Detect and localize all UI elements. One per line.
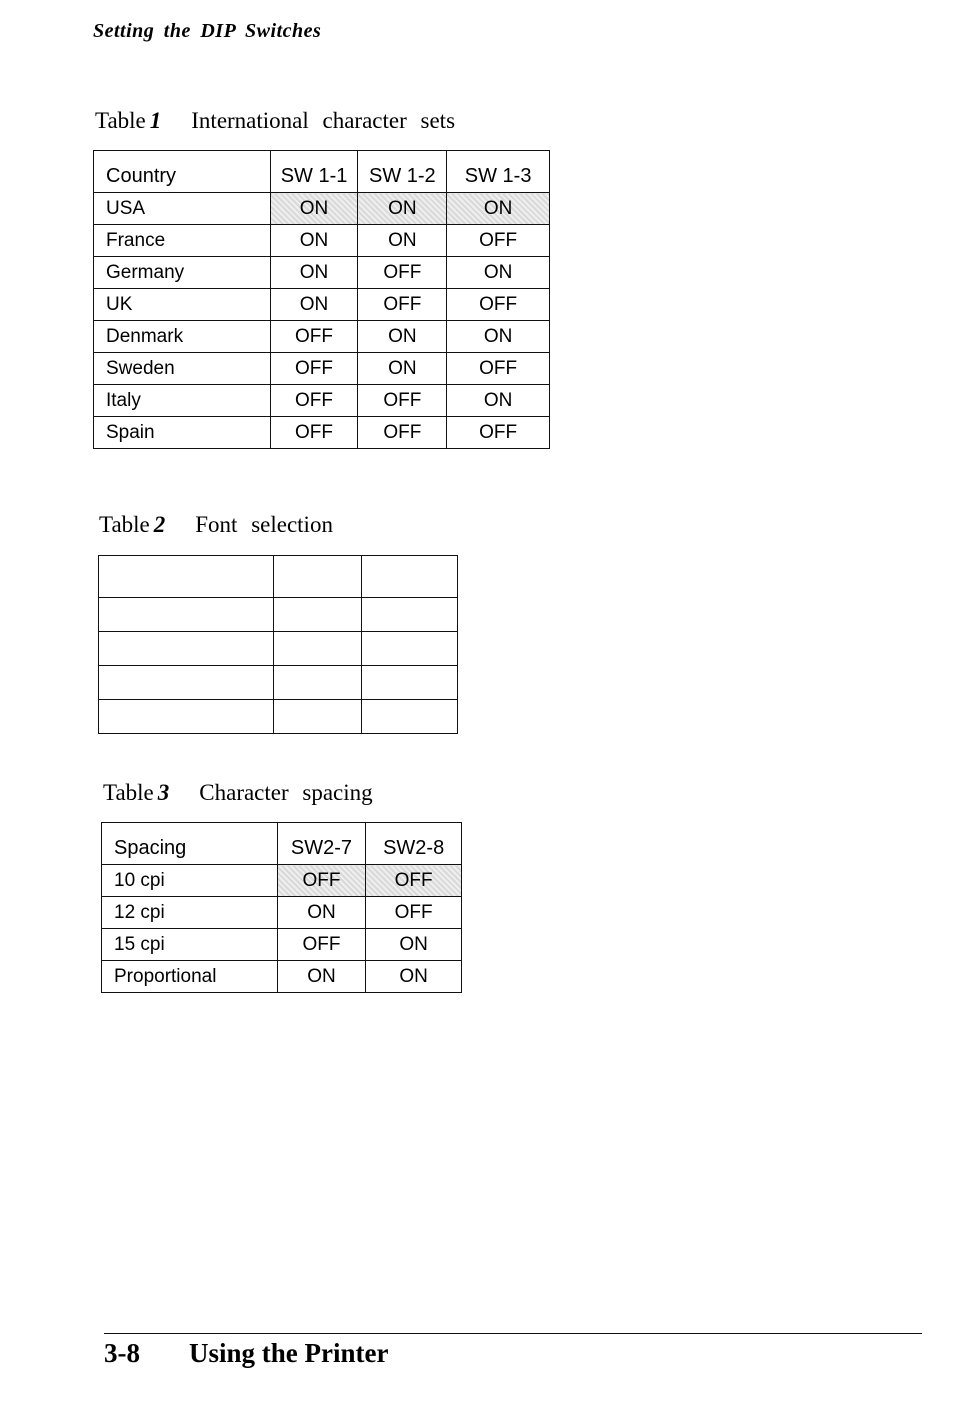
table1-caption	[95, 108, 455, 134]
table-row	[94, 289, 550, 321]
table1-title: International character sets	[191, 108, 456, 133]
table-cell: 10 cpi	[102, 865, 278, 897]
table-cell: Italy	[94, 385, 271, 417]
table-cell	[99, 666, 274, 700]
table-cell	[99, 632, 274, 666]
table-row	[99, 632, 458, 666]
table2-label: Table	[99, 512, 150, 537]
table-row	[94, 385, 550, 417]
table-row	[94, 353, 550, 385]
table-cell	[274, 556, 362, 598]
table-cell: ON	[358, 225, 447, 257]
table-cell: ON	[447, 321, 550, 353]
table-row	[102, 865, 462, 897]
table-cell: USA	[94, 193, 271, 225]
table-cell: OFF	[358, 257, 447, 289]
table-cell: Denmark	[94, 321, 271, 353]
table-cell: ON	[447, 385, 550, 417]
table-cell	[362, 666, 458, 700]
table-row	[102, 897, 462, 929]
table-cell	[362, 556, 458, 598]
column-header: SW2-7	[277, 823, 366, 865]
table-cell: ON	[366, 929, 462, 961]
table1-number: 1	[149, 108, 162, 133]
table-row	[102, 961, 462, 993]
table-row	[94, 417, 550, 449]
table-cell: ON	[270, 225, 358, 257]
table-cell	[99, 556, 274, 598]
table-header-row	[94, 151, 550, 193]
table3-number: 3	[157, 780, 170, 805]
table-cell: OFF	[447, 353, 550, 385]
table-cell	[99, 700, 274, 734]
table-cell: ON	[358, 193, 447, 225]
table-row	[99, 556, 458, 598]
table-cell: ON	[366, 961, 462, 993]
table-row	[94, 257, 550, 289]
table-cell: OFF	[358, 289, 447, 321]
table-cell: OFF	[358, 385, 447, 417]
table-cell: UK	[94, 289, 271, 321]
table-row	[94, 193, 550, 225]
table3-label: Table	[103, 780, 154, 805]
running-header: Setting the DIP Switches	[93, 20, 322, 42]
table-cell: ON	[277, 897, 366, 929]
column-header: SW2-8	[366, 823, 462, 865]
table2-caption	[99, 512, 333, 538]
table3-caption	[103, 780, 373, 806]
character-spacing-table	[101, 822, 462, 993]
table-cell: ON	[270, 257, 358, 289]
table-cell: OFF	[270, 385, 358, 417]
chapter-title: Using the Printer	[189, 1338, 389, 1368]
table-cell: OFF	[366, 897, 462, 929]
table-cell	[274, 700, 362, 734]
table-cell	[362, 598, 458, 632]
table-row	[94, 321, 550, 353]
table-header-row	[102, 823, 462, 865]
page-number: 3-8	[104, 1338, 140, 1368]
table-row	[99, 598, 458, 632]
table-cell	[274, 666, 362, 700]
table-cell: OFF	[447, 289, 550, 321]
international-character-sets-table	[93, 150, 550, 449]
table-cell: 12 cpi	[102, 897, 278, 929]
table1-label: Table	[95, 108, 146, 133]
table-cell: OFF	[358, 417, 447, 449]
table-cell: OFF	[366, 865, 462, 897]
table-cell: OFF	[270, 321, 358, 353]
table-cell: OFF	[270, 353, 358, 385]
table-cell: ON	[358, 321, 447, 353]
table-cell: OFF	[447, 225, 550, 257]
column-header: SW 1-2	[358, 151, 447, 193]
table-row	[102, 929, 462, 961]
table-row	[99, 700, 458, 734]
table-cell: Germany	[94, 257, 271, 289]
table-cell: ON	[447, 257, 550, 289]
table-cell: OFF	[277, 865, 366, 897]
table2-number: 2	[153, 512, 166, 537]
table2-title: Font selection	[195, 512, 333, 537]
table-cell: OFF	[270, 417, 358, 449]
table-cell: Proportional	[102, 961, 278, 993]
table-cell: OFF	[277, 929, 366, 961]
table-cell: Sweden	[94, 353, 271, 385]
table-cell: ON	[447, 193, 550, 225]
table-row	[94, 225, 550, 257]
table-cell	[99, 598, 274, 632]
table-cell	[274, 632, 362, 666]
table3-title: Character spacing	[199, 780, 373, 805]
table-row	[99, 666, 458, 700]
table-cell: ON	[358, 353, 447, 385]
footer-rule	[104, 1333, 922, 1334]
table-cell: 15 cpi	[102, 929, 278, 961]
table-cell: OFF	[447, 417, 550, 449]
column-header: Spacing	[102, 823, 278, 865]
font-selection-table	[98, 555, 458, 734]
table-cell: ON	[277, 961, 366, 993]
table-cell	[362, 700, 458, 734]
table-cell: France	[94, 225, 271, 257]
table-cell	[274, 598, 362, 632]
column-header: SW 1-3	[447, 151, 550, 193]
table-cell	[362, 632, 458, 666]
table-cell: Spain	[94, 417, 271, 449]
table-cell: ON	[270, 289, 358, 321]
table-cell: ON	[270, 193, 358, 225]
column-header: SW 1-1	[270, 151, 358, 193]
column-header: Country	[94, 151, 271, 193]
